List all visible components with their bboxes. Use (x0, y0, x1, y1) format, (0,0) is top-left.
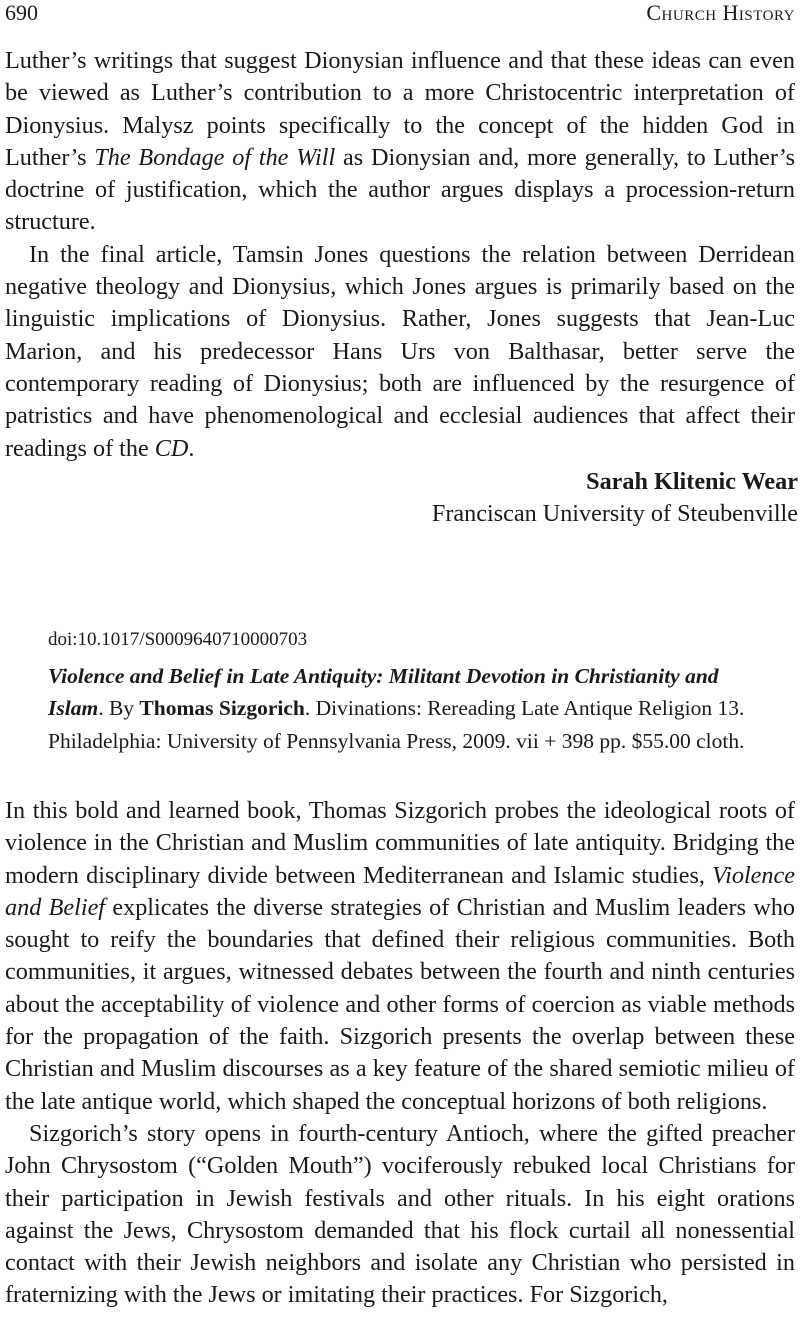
publication-details: Divinations: Rereading Late Antique Religion 13. Philadelphia: University of Pennsylvania Press, 2009. vii + 398 pp. $55.00 cloth. (48, 696, 745, 753)
text-run: Sizgorich’s story opens in fourth-century Antioch, where the gifted preacher John Chrysostom (“Golden Mouth”) vociferously rebuked local Christians for their participation in Jewish festivals and other rituals. In his eight orations against the Jews, Chrysostom demanded that his flock curtail all nonessential contact with their Jewish neighbors and isolate any Christian who persisted in fraternizing with the Jews or imitating their practices. For Sizgorich, (5, 1119, 795, 1309)
text-run: In the final article, Tamsin Jones questions the relation between Derridean negative theology and Dionysius, which Jones argues is primarily based on the linguistic implications of Dionysius. Rather, Jones suggests that Jean-Luc Marion, and his predecessor Hans Urs von Balthasar, better serve the contemporary reading of Dionysius; both are influenced by the resurgence of patristics and have phenomenological and ecclesial audiences that affect their readings of the (5, 240, 795, 462)
paragraph (5, 239, 795, 465)
page-number: 690 (5, 0, 38, 25)
reviewer-signature (432, 466, 798, 530)
italic-text: The Bondage of the Will (94, 143, 336, 171)
paragraph (5, 795, 795, 1118)
book-title: Violence and Belief in Late Antiquity: Militant Devotion in Christianity and Islam (48, 664, 719, 721)
italic-text: Violence and Belief (5, 861, 795, 921)
text-run: as Dionysian and, more generally, to Luther’s doctrine of justification, which the author argues displays a procession-return structure. (5, 143, 795, 236)
previous-review-text (5, 45, 795, 465)
paragraph (5, 45, 795, 239)
text-run: In this bold and learned book, Thomas Sizgorich probes the ideological roots of violence in the Christian and Muslim communities of late antiquity. Bridging the modern disciplinary divide between Mediterranean and Islamic studies, (5, 797, 795, 889)
text-run: explicates the diverse strategies of Christian and Muslim leaders who sought to reify the boundaries that defined their religious communities. Both communities, it argues, witnessed debates between the fourth and ninth centuries about the acceptability of violence and other forms of coercion as viable methods for the propagation of the faith. Sizgorich presents the overlap between these Christian and Muslim discourses as a key feature of the shared semiotic milieu of the late antique world, which shaped the conceptual horizons of both religions. (5, 893, 796, 1115)
review-body-text (5, 795, 795, 1312)
book-citation: Violence and Belief in Late Antiquity: Militant Devotion in Christianity and Islam. By Thomas Sizgorich. Divinations: Rereading Late Antique Religion 13. Philadelphia: University of Pennsylvania Press, 2009. vii + 398 pp. $55.00 cloth. (48, 664, 745, 753)
by-label: By (108, 696, 135, 721)
italic-text: CD (154, 434, 189, 462)
review-citation-block (48, 626, 768, 757)
text-run: . (188, 434, 195, 462)
reviewer-name: Sarah Klitenic Wear (586, 468, 798, 495)
book-author: Thomas Sizgorich (139, 696, 305, 721)
paragraph (5, 1118, 795, 1312)
journal-title: Church History (646, 0, 795, 25)
running-head (5, 0, 795, 30)
reviewer-affiliation: Franciscan University of Steubenville (431, 500, 798, 527)
doi: doi:10.1017/S0009640710000703 (48, 629, 308, 650)
text-run: Luther’s writings that suggest Dionysian influence and that these ideas can even be viewed as Luther’s contribution to a more Christocentric interpretation of Dionysius. Malysz points specifically to the concept of the hidden God in Luther’s (5, 47, 795, 171)
